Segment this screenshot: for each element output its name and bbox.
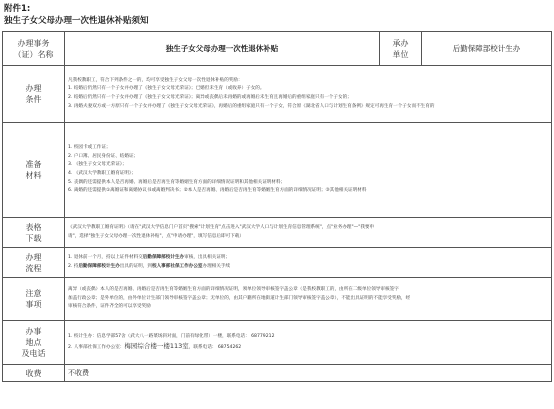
conditions-line: 2. 结婚后仍然只有一个子女并办理了《独生子女父母光荣证》；离异或丧偶后未再婚的或再婚后未生育且再婚后的重组家庭只有一个子女的； xyxy=(68,95,352,100)
contact-line-2: 2. 人事部社保工作办公室：梅园综合楼一楼113室，联系电话： 68754262 xyxy=(68,341,242,350)
affair-name-value: 独生子女父母办理一次性退休补贴 xyxy=(65,32,380,66)
process-label: 办理 流程 xyxy=(3,248,65,278)
row-forms xyxy=(3,218,552,248)
row-contact xyxy=(3,321,552,365)
materials-line: 5. 丧偶的还需提供本人是否再婚、再婚后是否再生育等婚姻生育方面的详细情况证明和其他相关证明材料； xyxy=(68,179,286,185)
row-notes xyxy=(3,278,552,321)
row-affair-name xyxy=(3,32,552,66)
row-conditions xyxy=(3,66,552,123)
contact-content xyxy=(65,321,552,365)
forms-content xyxy=(65,218,552,248)
materials-content xyxy=(65,123,552,218)
contact-line-1: 1. 校计生办：信息学部57舍（武大八一路菜场斜对面，门前有绿化带）一楼，联系电话： 68779212 xyxy=(68,333,275,339)
materials-line: 6. 离婚的还需提供①离婚证和离婚协议书或离婚判决书；②本人是否再婚、再婚后是否再生育等婚姻生育方面的详细情况证明；③其他相关证明材料 xyxy=(68,188,367,194)
notes-line: 审核符合条件，证件齐全的可以享受奖励 xyxy=(68,304,151,310)
conditions-label: 办理 条件 xyxy=(3,66,65,123)
materials-line: 4. 《武汉大学教职工婚育证明》； xyxy=(68,171,136,176)
process-content xyxy=(65,248,552,278)
notice-table xyxy=(2,31,552,382)
row-process xyxy=(3,248,552,278)
owner-value: 后勤保障部校计生办 xyxy=(422,32,552,66)
conditions-content xyxy=(65,66,552,123)
row-materials xyxy=(3,123,552,218)
materials-line: 2. 户口簿、居民身份证、结婚证； xyxy=(68,153,139,159)
forms-label: 表格 下载 xyxy=(3,218,65,248)
owner-label: 承办 单位 xyxy=(380,32,422,66)
notes-label: 注意 事项 xyxy=(3,278,65,321)
fee-value: 不收费 xyxy=(65,365,552,382)
notes-line: 加盖行政公章；是外单位的，由外单位计生部门领导审核签字盖公章；无单位的，由其户籍所在地街道计生部门领导审核签字盖公章），不能出具证明的不能享受奖励，经 xyxy=(68,295,411,301)
materials-line: 3. 《独生子女父母光荣证》； xyxy=(68,162,127,168)
forms-line: 请"，选择"独生子女父母办理一次性退休补贴"，点"申请办理"，填写信息后即可下载） xyxy=(68,233,244,239)
materials-line: 1. 校园卡或工作证； xyxy=(68,145,111,151)
row-fee xyxy=(3,365,552,382)
notes-line: 离异（或丧偶）本人的是否再婚、再婚后是否再生育等婚姻生育方面的详细情况证明，须单位领导审核签字盖公章（是我校教职工的，由所在二级单位领导审核签字 xyxy=(68,287,399,293)
process-step-1: 1. 退休前一个月，持以上证件材料交后勤保障部校计生办审核，出具相关证明； xyxy=(68,254,231,260)
notes-content xyxy=(65,278,552,321)
annex-label: 附件1: xyxy=(4,4,31,14)
process-step-2: 2. 持后勤保障部校计生办出具的证明，到校人事部社保工作办公室办理相关手续 xyxy=(68,263,231,269)
conditions-line: 3. 再婚夫妻双方或一方原只有一个子女并办理了《独生子女父母光荣证》，再婚后的重组家庭只有一个子女，符合原《湖北省人口与计划生育条例》规定可再生育一个子女而不生育的 xyxy=(68,103,435,109)
fee-label: 收费 xyxy=(3,365,65,382)
materials-label: 准备 材料 xyxy=(3,123,65,218)
contact-label: 办事 地点 及电话 xyxy=(3,321,65,365)
page-title: 独生子女父母办理一次性退休补贴须知 xyxy=(4,16,149,26)
conditions-line: 凡我校教职工，符合下列条件之一的，均可享受独生子女父母一次性退休补贴的奖励： xyxy=(68,77,243,83)
affair-name-label: 办理事务 （证）名称 xyxy=(3,32,65,66)
conditions-line: 1. 结婚后仍然只有一个子女并办理了《独生子女父母光荣证》；已婚但未生育（或收养）子女的。 xyxy=(68,86,265,92)
forms-line: 《武汉大学教职工婚育证明》（请在"武汉大学信息门户首页"搜索"计划生育"点击进入"武汉大学人口与计划生育信息管理系统"，点"业务办理"—"我要申 xyxy=(68,224,375,230)
